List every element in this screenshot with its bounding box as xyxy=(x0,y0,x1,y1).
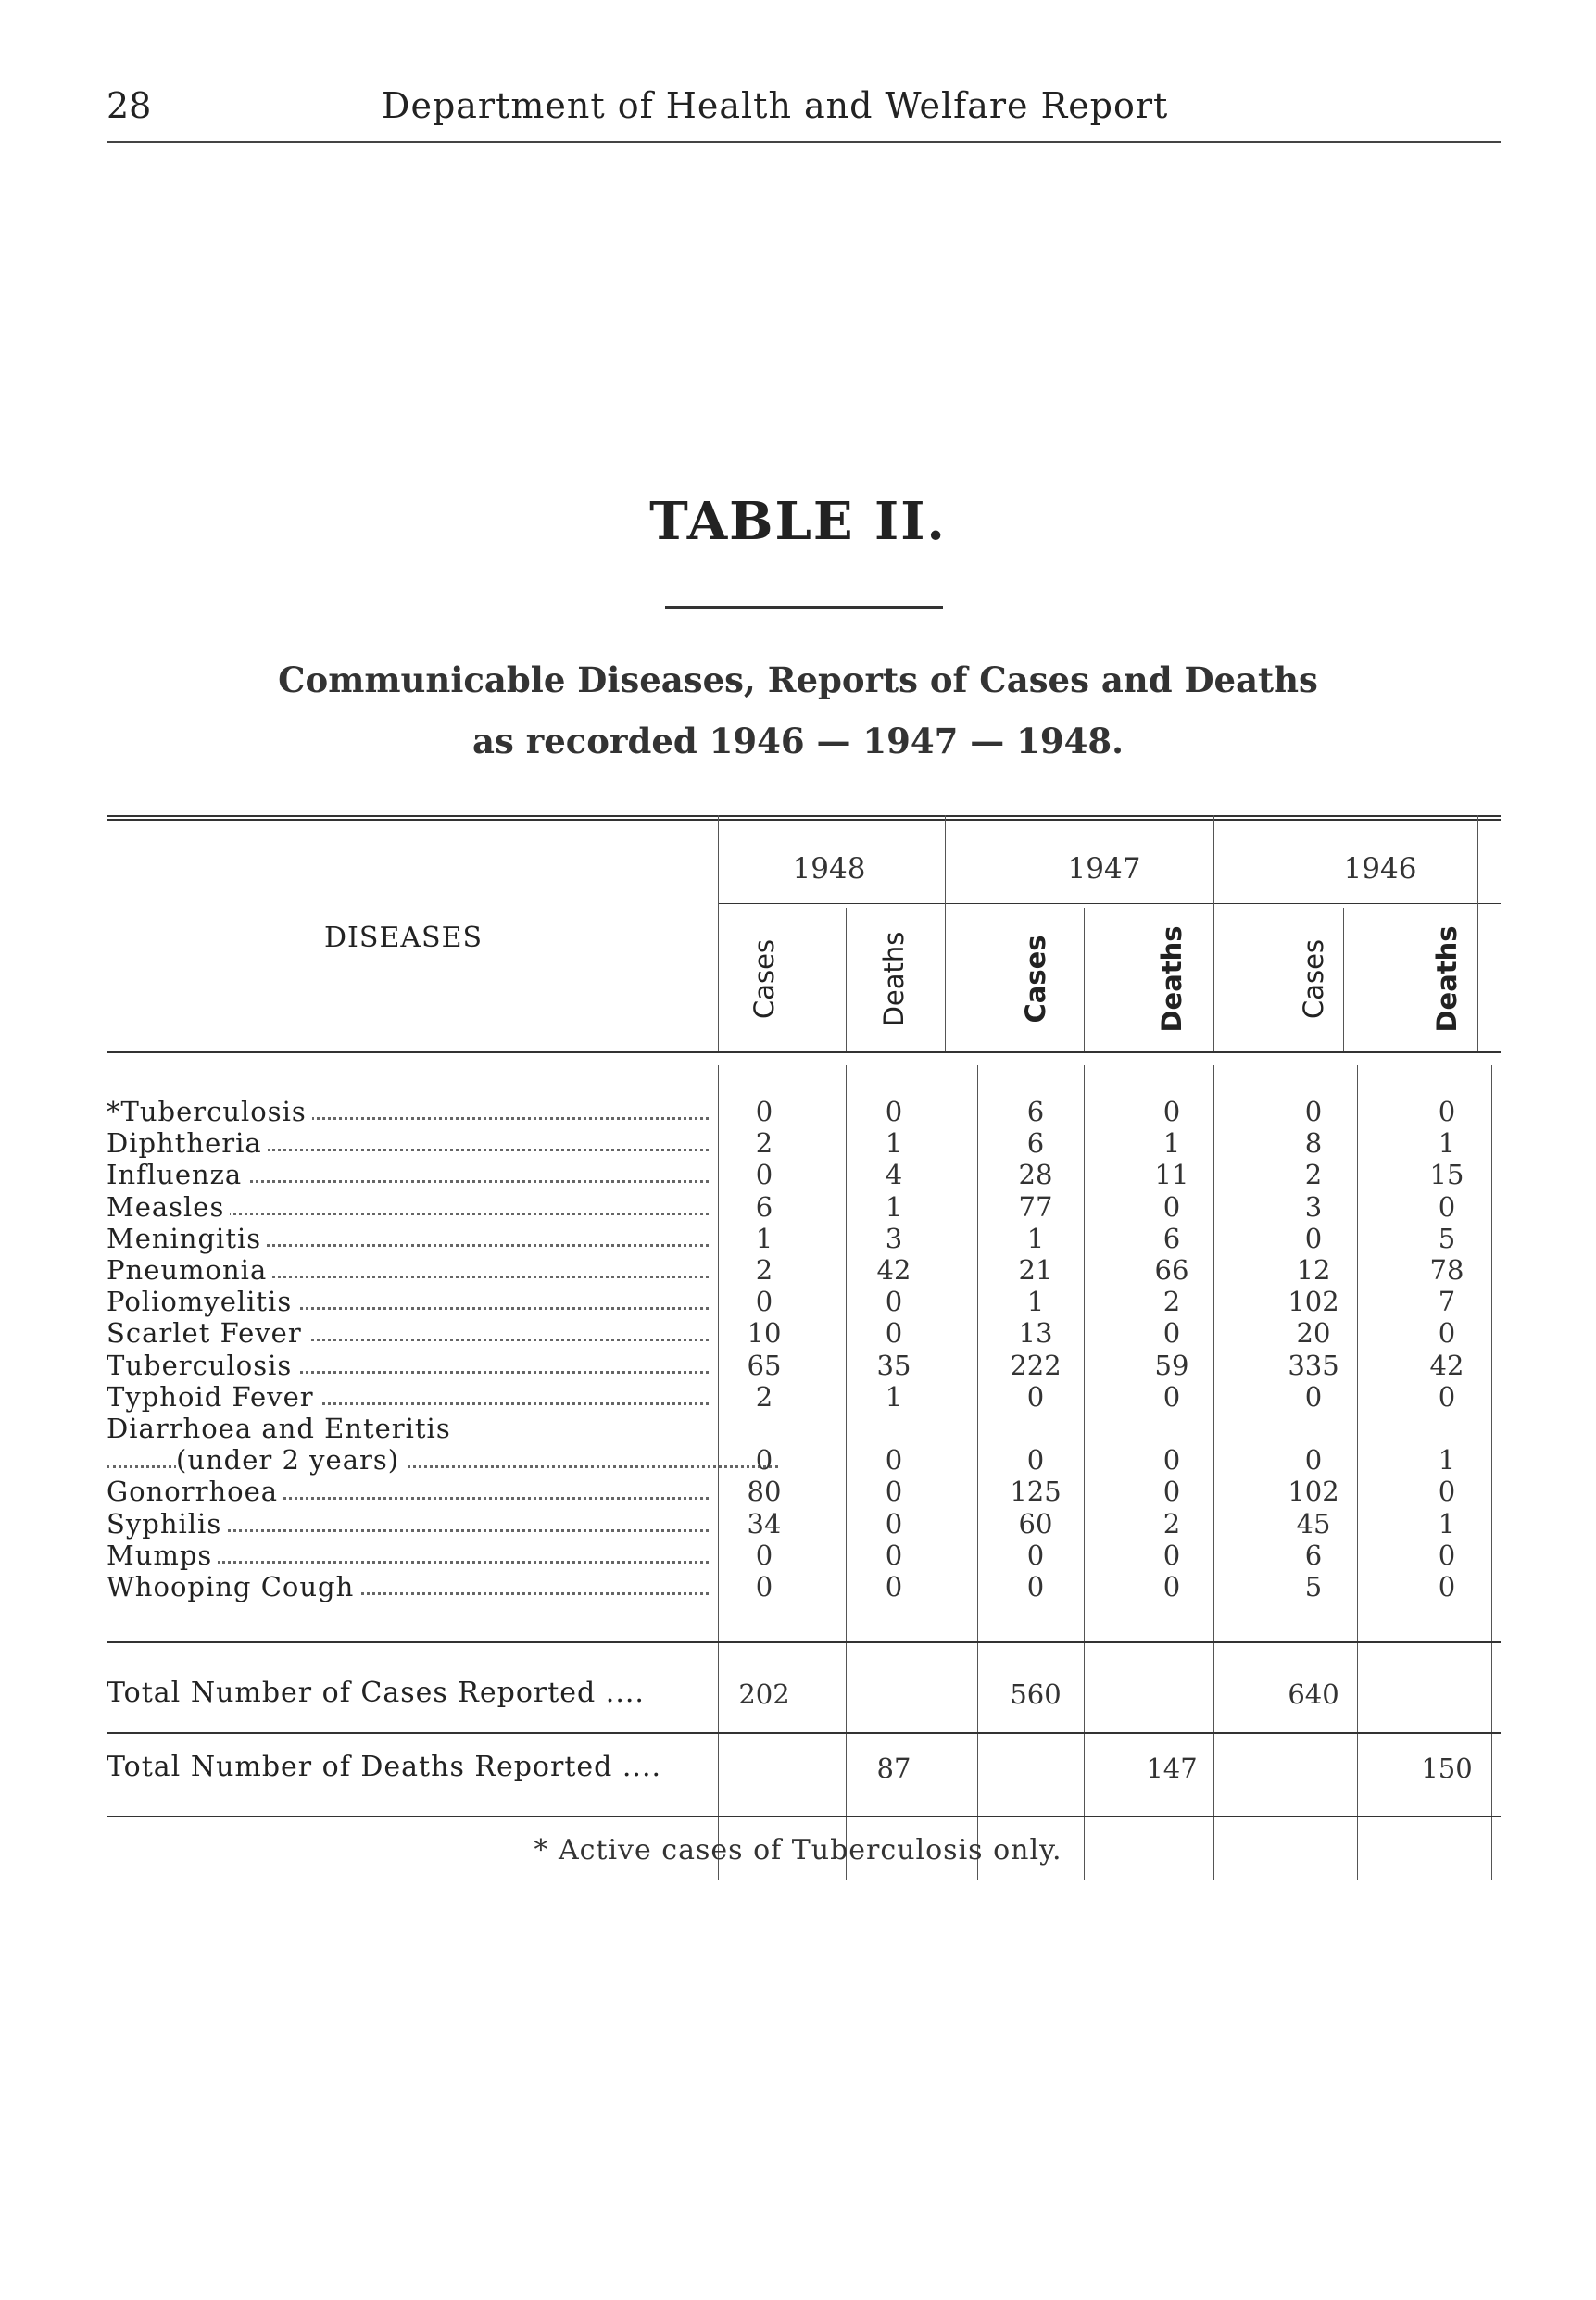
cases-cell: 20 xyxy=(1296,1317,1331,1350)
disease-row-label xyxy=(107,1254,709,1286)
deaths-cell: 0 xyxy=(1438,1380,1456,1413)
page-number: 28 xyxy=(107,85,152,126)
disease-name: Diarrhoea and Enteritis xyxy=(107,1413,457,1444)
total-deaths-value: 87 xyxy=(876,1753,911,1784)
disease-name: Typhoid Fever xyxy=(107,1381,320,1413)
cases-cell: 222 xyxy=(1010,1349,1062,1381)
cases-cell: 125 xyxy=(1010,1476,1062,1508)
deaths-cell: 7 xyxy=(1438,1286,1456,1318)
deaths-cell: 0 xyxy=(885,1096,903,1127)
deaths-cell: 11 xyxy=(1154,1159,1189,1191)
deaths-cell: 15 xyxy=(1429,1159,1464,1191)
cases-cell: 65 xyxy=(747,1349,782,1381)
cases-cell: 0 xyxy=(755,1539,773,1571)
deaths-column-header: Deaths xyxy=(1431,925,1463,1033)
deaths-cell: 78 xyxy=(1429,1254,1464,1286)
deaths-cell: 1 xyxy=(1438,1507,1456,1540)
deaths-cell: 0 xyxy=(1438,1476,1456,1508)
disease-name: Diphtheria xyxy=(107,1127,268,1159)
year-header-1948: 1948 xyxy=(792,852,866,886)
cases-cell: 6 xyxy=(1026,1127,1045,1160)
total-cases-value: 640 xyxy=(1288,1678,1339,1710)
disease-row-label xyxy=(107,1540,709,1571)
column-separator xyxy=(977,1065,978,1880)
deaths-cell: 0 xyxy=(885,1476,903,1508)
cases-cell: 13 xyxy=(1018,1317,1053,1350)
cases-cell: 0 xyxy=(1304,1222,1323,1254)
column-separator xyxy=(1084,908,1085,1051)
total-cases-value: 202 xyxy=(738,1678,790,1710)
disease-name: (under 2 years) xyxy=(176,1444,405,1476)
deaths-cell: 0 xyxy=(885,1571,903,1602)
cases-cell: 0 xyxy=(1026,1380,1045,1413)
disease-row-label xyxy=(107,1508,709,1540)
deaths-cell: 1 xyxy=(885,1190,903,1223)
year-header-1947: 1947 xyxy=(1067,852,1141,886)
deaths-cell: 1 xyxy=(1438,1127,1456,1160)
disease-row-label xyxy=(107,1381,709,1413)
cases-cell: 2 xyxy=(755,1380,773,1413)
disease-name: Pneumonia xyxy=(107,1254,272,1286)
deaths-cell: 66 xyxy=(1154,1254,1189,1286)
cases-cell: 10 xyxy=(747,1317,782,1350)
cases-cell: 3 xyxy=(1304,1190,1323,1223)
disease-name: Scarlet Fever xyxy=(107,1317,308,1349)
deaths-cell: 0 xyxy=(1438,1096,1456,1127)
deaths-cell: 2 xyxy=(1162,1507,1181,1540)
disease-name: Meningitis xyxy=(107,1223,267,1254)
cases-cell: 335 xyxy=(1288,1349,1339,1381)
cases-cell: 0 xyxy=(1026,1539,1045,1571)
cases-cell: 1 xyxy=(1026,1222,1045,1254)
table-top-rule xyxy=(107,815,1501,817)
deaths-cell: 3 xyxy=(885,1222,903,1254)
cases-cell: 21 xyxy=(1018,1254,1053,1286)
cases-cell: 1 xyxy=(755,1222,773,1254)
disease-name: Gonorrhoea xyxy=(107,1476,283,1507)
disease-name: Mumps xyxy=(107,1540,218,1571)
cases-cell: 28 xyxy=(1018,1159,1053,1191)
cases-cell: 0 xyxy=(755,1159,773,1191)
cases-cell: 102 xyxy=(1288,1286,1339,1318)
deaths-cell: 0 xyxy=(1162,1317,1181,1350)
disease-row-label xyxy=(107,1127,709,1159)
disease-row-label xyxy=(107,1096,709,1127)
table-bottom-rule xyxy=(107,1816,1501,1817)
deaths-cell: 35 xyxy=(876,1349,911,1381)
cases-cell: 0 xyxy=(1026,1444,1045,1477)
totals-mid-rule xyxy=(107,1732,1501,1734)
total-cases-label: Total Number of Cases Reported .... xyxy=(107,1677,645,1709)
cases-cell: 6 xyxy=(755,1190,773,1223)
deaths-cell: 5 xyxy=(1438,1222,1456,1254)
total-deaths-label: Total Number of Deaths Reported .... xyxy=(107,1751,662,1783)
disease-name: *Tuberculosis xyxy=(107,1096,312,1127)
totals-rule xyxy=(107,1641,1501,1643)
deaths-cell: 0 xyxy=(885,1317,903,1350)
cases-cell: 0 xyxy=(755,1286,773,1318)
deaths-cell: 6 xyxy=(1162,1222,1181,1254)
deaths-column-header: Deaths xyxy=(878,931,910,1027)
column-separator xyxy=(846,1065,847,1880)
cases-column-header: Cases xyxy=(1298,938,1329,1020)
cases-cell: 2 xyxy=(1304,1159,1323,1191)
cases-cell: 80 xyxy=(747,1476,782,1508)
disease-name: Influenza xyxy=(107,1159,247,1190)
deaths-cell: 1 xyxy=(885,1127,903,1160)
cases-cell: 0 xyxy=(1304,1444,1323,1477)
total-deaths-value: 147 xyxy=(1146,1753,1198,1784)
disease-row-label xyxy=(107,1350,709,1381)
cases-cell: 0 xyxy=(755,1571,773,1602)
deaths-cell: 0 xyxy=(1162,1096,1181,1127)
cases-cell: 45 xyxy=(1296,1507,1331,1540)
deaths-cell: 1 xyxy=(885,1380,903,1413)
disease-name: Whooping Cough xyxy=(107,1571,359,1602)
deaths-cell: 0 xyxy=(885,1444,903,1477)
deaths-cell: 42 xyxy=(876,1254,911,1286)
cases-cell: 34 xyxy=(747,1507,782,1540)
deaths-cell: 0 xyxy=(885,1286,903,1318)
deaths-cell: 0 xyxy=(1162,1476,1181,1508)
deaths-cell: 0 xyxy=(1438,1190,1456,1223)
cases-cell: 6 xyxy=(1026,1096,1045,1127)
disease-name: Syphilis xyxy=(107,1508,227,1540)
deaths-cell: 59 xyxy=(1154,1349,1189,1381)
disease-row-label xyxy=(107,1286,709,1317)
deaths-cell: 0 xyxy=(1162,1380,1181,1413)
cases-cell: 8 xyxy=(1304,1127,1323,1160)
page-header xyxy=(107,85,1501,143)
disease-row-label xyxy=(107,1159,709,1190)
cases-cell: 102 xyxy=(1288,1476,1339,1508)
cases-cell: 2 xyxy=(755,1254,773,1286)
disease-table xyxy=(107,815,1501,1816)
disease-row-label xyxy=(107,1191,709,1223)
table-title: TABLE II. xyxy=(649,491,947,552)
deaths-cell: 0 xyxy=(1438,1317,1456,1350)
column-separator xyxy=(1477,908,1478,1051)
header-bottom-rule xyxy=(107,1051,1501,1053)
column-separator xyxy=(1343,908,1344,1051)
deaths-cell: 4 xyxy=(885,1159,903,1191)
deaths-cell: 1 xyxy=(1162,1127,1181,1160)
deaths-column-header: Deaths xyxy=(1156,925,1188,1033)
cases-cell: 6 xyxy=(1304,1539,1323,1571)
disease-row-label xyxy=(107,1571,709,1602)
subtitle-line-2: as recorded 1946 — 1947 — 1948. xyxy=(472,721,1124,761)
total-deaths-value: 150 xyxy=(1421,1753,1473,1784)
disease-row-label xyxy=(107,1476,709,1507)
year-header-1946: 1946 xyxy=(1343,852,1417,886)
cases-column-header: Cases xyxy=(1020,935,1051,1024)
deaths-cell: 2 xyxy=(1162,1286,1181,1318)
deaths-cell: 0 xyxy=(1162,1444,1181,1477)
deaths-cell: 0 xyxy=(885,1507,903,1540)
column-separator xyxy=(718,815,719,1051)
cases-cell: 0 xyxy=(755,1444,773,1477)
cases-cell: 5 xyxy=(1304,1571,1323,1602)
cases-cell: 0 xyxy=(755,1096,773,1127)
cases-cell: 77 xyxy=(1018,1190,1053,1223)
table-top-rule-second xyxy=(107,819,1501,821)
deaths-cell: 42 xyxy=(1429,1349,1464,1381)
deaths-cell: 0 xyxy=(1438,1571,1456,1602)
running-title: Department of Health and Welfare Report xyxy=(382,85,1169,126)
subtitle-line-1: Communicable Diseases, Reports of Cases and Deaths xyxy=(278,660,1318,700)
deaths-cell: 0 xyxy=(1162,1190,1181,1223)
deaths-cell: 0 xyxy=(1162,1539,1181,1571)
disease-row-label xyxy=(107,1317,709,1349)
cases-cell: 0 xyxy=(1304,1380,1323,1413)
column-separator xyxy=(1084,1065,1085,1880)
disease-row-label xyxy=(107,1223,709,1254)
column-separator xyxy=(945,815,946,1051)
cases-cell: 0 xyxy=(1026,1571,1045,1602)
cases-column-header: Cases xyxy=(748,938,780,1020)
disease-name: Poliomyelitis xyxy=(107,1286,297,1317)
disease-name: Measles xyxy=(107,1191,230,1223)
column-separator xyxy=(846,908,847,1051)
cases-cell: 2 xyxy=(755,1127,773,1160)
cases-cell: 60 xyxy=(1018,1507,1053,1540)
diseases-column-header: DISEASES xyxy=(324,922,484,954)
year-group-rule xyxy=(718,903,1501,904)
deaths-cell: 0 xyxy=(885,1539,903,1571)
footnote: * Active cases of Tuberculosis only. xyxy=(534,1834,1062,1866)
deaths-cell: 0 xyxy=(1438,1539,1456,1571)
cases-cell: 12 xyxy=(1296,1254,1331,1286)
cases-cell: 1 xyxy=(1026,1286,1045,1318)
disease-name: Tuberculosis xyxy=(107,1350,297,1381)
column-separator xyxy=(1357,1065,1358,1880)
cases-cell: 0 xyxy=(1304,1096,1323,1127)
total-cases-value: 560 xyxy=(1010,1678,1062,1710)
deaths-cell: 1 xyxy=(1438,1444,1456,1477)
disease-row-label xyxy=(107,1413,709,1444)
disease-row-label xyxy=(107,1444,778,1476)
deaths-cell: 0 xyxy=(1162,1571,1181,1602)
column-separator xyxy=(1213,815,1214,1051)
title-rule xyxy=(665,606,943,609)
